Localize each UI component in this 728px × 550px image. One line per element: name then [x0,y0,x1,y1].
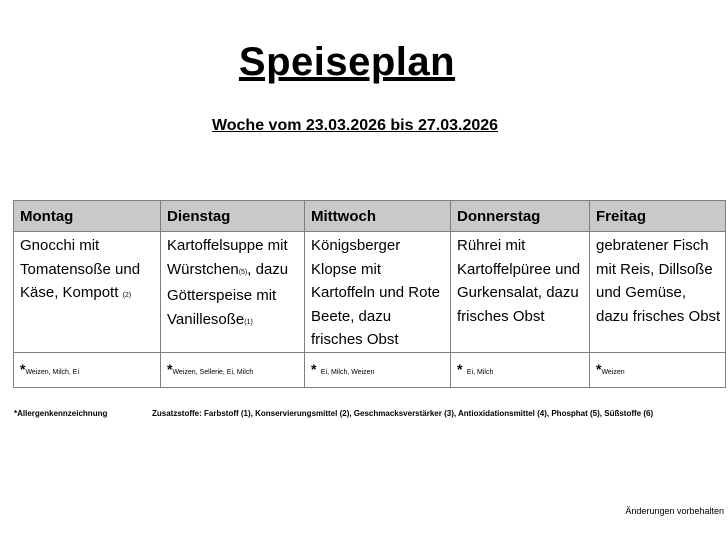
day-header-donnerstag: Donnerstag [451,201,590,232]
dish-montag [14,232,161,353]
allergen-star: * [457,361,463,377]
dish-donnerstag [451,232,590,353]
allergen-star: * [596,361,602,377]
allergen-text: Ei, Milch [466,369,494,376]
allergens-dienstag [161,353,305,388]
dish-text: Rührei mit Kartoffelpüree und Gurkensalat, dazu frisches Obst [457,237,581,325]
dish-text: gebratener Fisch mit Reis, Dillsoße und Gemüse, dazu frisches Obst [596,237,721,325]
dish-text: Gnocchi mit Tomatensoße und Käse, Kompott [20,237,141,301]
changes-notice: Änderungen vorbehalten [625,506,724,516]
additive-note: (1) [244,318,253,326]
menu-table [13,200,726,388]
allergen-text: Weizen [601,369,625,376]
allergen-star: * [311,361,317,377]
allergen-text: Ei, Milch, Weizen [320,369,375,376]
week-subtitle: Woche vom 23.03.2026 bis 27.03.2026 [211,117,499,134]
dish-text: Königsberger Klopse mit Kartoffeln und Rote Beete, dazu frisches Obst [311,237,440,348]
allergens-donnerstag [451,353,590,388]
dish-text: , dazu Götterspeise mit Vanillesoße [167,260,289,328]
day-header-dienstag: Dienstag [161,201,305,232]
additive-note: (5) [238,268,248,276]
day-header-mittwoch: Mittwoch [305,201,451,232]
allergens-montag [14,353,161,388]
page-title: Speiseplan [238,40,456,84]
dish-freitag [590,232,726,353]
allergen-text: Weizen, Sellerie, Ei, Milch [172,369,254,376]
allergen-row [14,353,726,388]
dish-dienstag [161,232,305,353]
allergen-text: Weizen, Milch, Ei [25,369,80,376]
header-row [14,201,726,232]
dish-text: Kartoffelsuppe mit Würstchen [167,237,288,278]
allergen-star: * [167,361,173,377]
allergen-legend: *Allergenkennzeichnung [14,409,108,418]
allergen-star: * [20,361,26,377]
day-header-freitag: Freitag [590,201,726,232]
additives-legend: Zusatzstoffe: Farbstoff (1), Konservierungsmittel (2), Geschmacksverstärker (3), Antioxidationsmittel (4), Phosphat (5), Süßstoffe (6) [152,409,654,418]
dish-mittwoch [305,232,451,353]
allergens-mittwoch [305,353,451,388]
allergens-freitag [590,353,726,388]
additive-note: (2) [122,292,132,299]
day-header-montag: Montag [14,201,161,232]
dish-row [14,232,726,353]
